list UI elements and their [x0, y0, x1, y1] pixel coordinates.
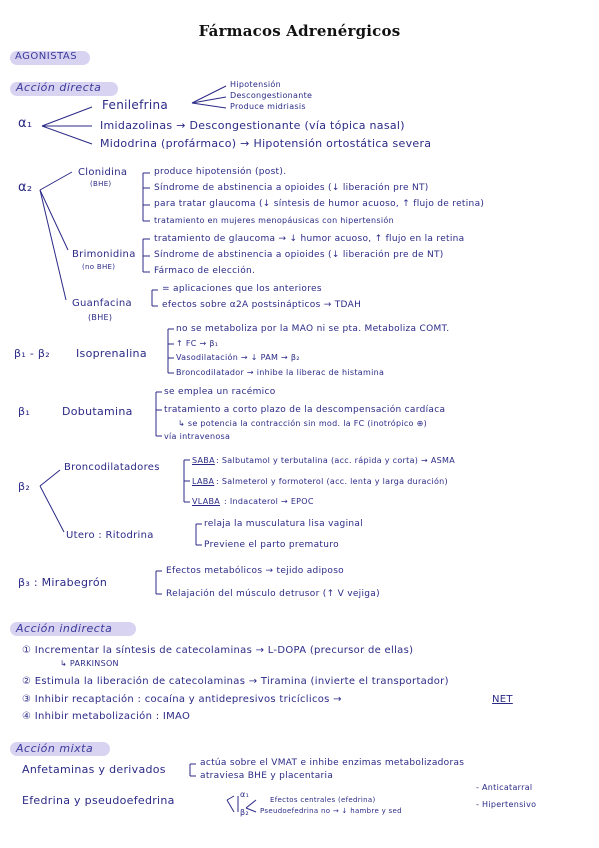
imidazolinas: Imidazolinas → Descongestionante (vía tópica nasal)	[100, 119, 405, 132]
clonidina-item: tratamiento en mujeres menopáusicas con hipertensión	[154, 216, 394, 225]
efedrina-efectos: Efectos centrales (efedrina)	[270, 796, 376, 804]
indirecta-item: ③ Inhibir recaptación : cocaína y antidepresivos tricíclicos →	[22, 694, 342, 705]
net-label: NET	[492, 694, 513, 705]
dobutamina-item: ↳ se potencia la contracción sin mod. la FC (inotrópico ⊕)	[178, 419, 428, 428]
efedrina-use: - Hipertensivo	[476, 800, 537, 809]
brimonidina-item: tratamiento de glaucoma → ↓ humor acuoso, ↑ flujo en la retina	[154, 234, 465, 244]
efedrina-use: - Anticatarral	[476, 783, 533, 792]
efedrina: Efedrina y pseudoefedrina	[22, 794, 175, 807]
vlaba-tag: VLABA	[192, 497, 221, 506]
fenilefrina: Fenilefrina	[102, 98, 169, 112]
section-indirecta: Acción indirecta	[16, 622, 113, 635]
b1-label: β₁	[18, 405, 31, 418]
laba-text: : Salmeterol y formoterol (acc. lenta y larga duración)	[216, 477, 448, 486]
isoprenalina-item: Vasodilatación → ↓ PAM → β₂	[176, 353, 300, 362]
utero-ritodrina: Utero : Ritodrina	[66, 530, 154, 541]
alpha2-label: α₂	[18, 180, 33, 195]
page-title: Fármacos Adrenérgicos	[198, 22, 401, 40]
indirecta-item: ① Incrementar la síntesis de catecolaminas → L-DOPA (precursor de ellas)	[22, 645, 414, 656]
vlaba-text: : Indacaterol → EPOC	[224, 497, 314, 506]
isoprenalina: Isoprenalina	[76, 347, 147, 360]
efedrina-alpha1: α₁	[240, 790, 250, 799]
clonidina-item: para tratar glaucoma (↓ síntesis de humor acuoso, ↑ flujo de retina)	[154, 199, 485, 209]
indirecta-item: ↳ PARKINSON	[60, 659, 119, 668]
guanfacina-item: efectos sobre α2A postsinápticos → TDAH	[162, 300, 362, 310]
mirabegron-item: Efectos metabólicos → tejido adiposo	[166, 566, 344, 576]
ritodrina-item: relaja la musculatura lisa vaginal	[204, 519, 363, 529]
clonidina-item: Síndrome de abstinencia a opioides (↓ liberación pre NT)	[154, 183, 429, 193]
indirecta-item: ④ Inhibir metabolización : IMAO	[22, 711, 191, 722]
ritodrina-item: Previene el parto prematuro	[204, 540, 339, 550]
broncodilatadores: Broncodilatadores	[64, 462, 160, 473]
brimonidina-item: Fármaco de elección.	[154, 266, 256, 276]
section-directa: Acción directa	[16, 81, 102, 94]
pseudoefedrina-note: Pseudoefedrina no → ↓ hambre y sed	[260, 807, 402, 815]
anfetaminas-item: atraviesa BHE y placentaria	[200, 771, 334, 781]
brimonidina-note: (no BHE)	[82, 263, 116, 271]
fenilefrina-effect: Descongestionante	[230, 91, 313, 100]
b2-label: β₂	[18, 480, 31, 493]
brimonidina: Brimonidina	[72, 249, 136, 260]
midodrina: Midodrina (profármaco) → Hipotensión ortostática severa	[100, 137, 432, 150]
efedrina-beta2: β₂	[240, 808, 249, 817]
guanfacina-note: (BHE)	[88, 313, 113, 322]
clonidina-note: (BHE)	[90, 180, 112, 188]
saba-tag: SABA	[192, 456, 215, 465]
indirecta-item: ② Estimula la liberación de catecolaminas → Tiramina (invierte el transportador)	[22, 676, 449, 687]
mirabegron-item: Relajación del músculo detrusor (↑ V vejiga)	[166, 589, 380, 599]
fenilefrina-effect: Produce midriasis	[230, 102, 306, 111]
dobutamina-item: se emplea un racémico	[164, 387, 276, 397]
alpha1-label: α₁	[18, 116, 33, 131]
anfetaminas: Anfetaminas y derivados	[22, 763, 166, 776]
section-agonistas: AGONISTAS	[15, 51, 78, 62]
dobutamina-item: tratamiento a corto plazo de la descompensación cardíaca	[164, 405, 446, 415]
laba-tag: LABA	[192, 477, 215, 486]
guanfacina-item: = aplicaciones que los anteriores	[162, 284, 322, 294]
isoprenalina-item: Broncodilatador → inhibe la liberac de histamina	[176, 368, 385, 377]
clonidina-item: produce hipotensión (post).	[154, 167, 287, 177]
clonidina: Clonidina	[78, 167, 128, 178]
b3-mirabegron: β₃ : Mirabegrón	[18, 576, 108, 589]
fenilefrina-effect: Hipotensión	[230, 80, 281, 89]
b1b2-label: β₁ - β₂	[14, 347, 50, 360]
dobutamina: Dobutamina	[62, 405, 133, 418]
guanfacina: Guanfacina	[72, 298, 132, 309]
brimonidina-item: Síndrome de abstinencia a opioides (↓ liberación pre de NT)	[154, 250, 444, 260]
saba-text: : Salbutamol y terbutalina (acc. rápida y corta) → ASMA	[216, 456, 456, 465]
anfetaminas-item: actúa sobre el VMAT e inhibe enzimas metabolizadoras	[200, 758, 465, 768]
isoprenalina-item: ↑ FC → β₁	[176, 339, 219, 348]
dobutamina-item: vía intravenosa	[164, 432, 231, 441]
isoprenalina-item: no se metaboliza por la MAO ni se pta. Metaboliza COMT.	[176, 324, 450, 334]
section-mixta: Acción mixta	[16, 742, 94, 755]
